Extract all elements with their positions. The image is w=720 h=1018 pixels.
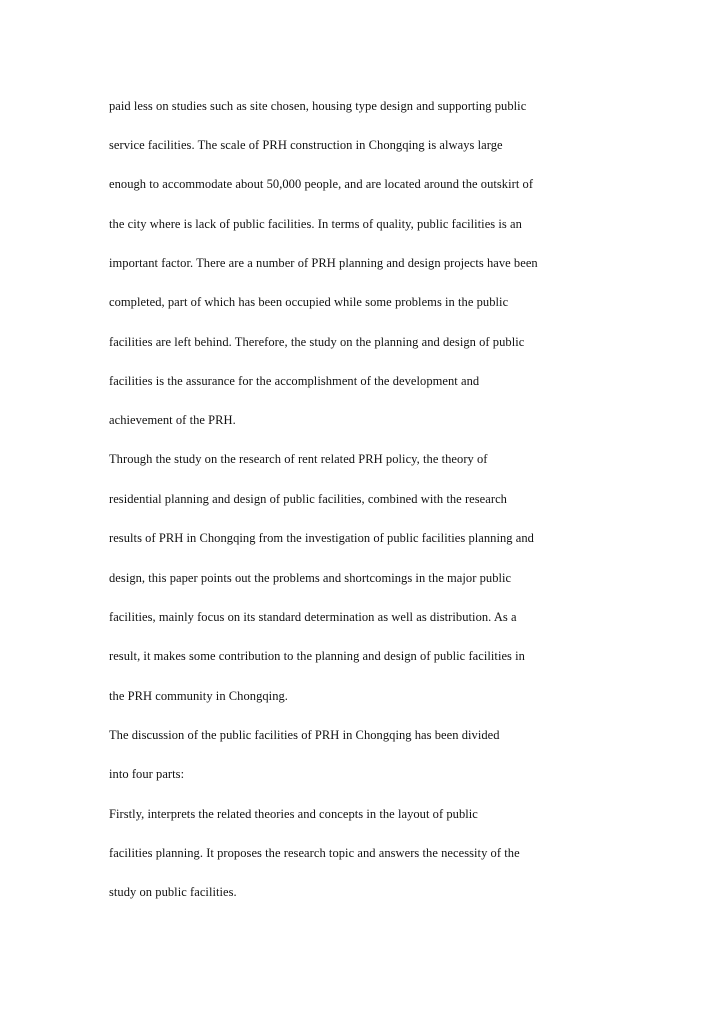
- text-line: facilities is the assurance for the accomplishment of the development and: [109, 374, 480, 388]
- text-line: facilities are left behind. Therefore, the study on the planning and design of public: [109, 335, 525, 349]
- text-line: Firstly, interprets the related theories and concepts in the layout of public: [109, 807, 478, 821]
- text-line: important factor. There are a number of PRH planning and design projects have been: [109, 256, 538, 270]
- text-line: facilities planning. It proposes the research topic and answers the necessity of the: [109, 846, 520, 860]
- text-line: results of PRH in Chongqing from the investigation of public facilities planning and: [109, 531, 534, 545]
- text-line: into four parts:: [109, 767, 185, 781]
- text-line: the PRH community in Chongqing.: [109, 689, 288, 703]
- text-line: study on public facilities.: [109, 885, 237, 899]
- text-line: result, it makes some contribution to the planning and design of public facilities in: [109, 649, 525, 663]
- text-line: the city where is lack of public facilities. In terms of quality, public facilities is an: [109, 217, 522, 231]
- text-line: design, this paper points out the problems and shortcomings in the major public: [109, 571, 512, 585]
- text-line: facilities, mainly focus on its standard determination as well as distribution. As a: [109, 610, 517, 624]
- text-line: enough to accommodate about 50,000 people, and are located around the outskirt of: [109, 177, 534, 191]
- text-line: The discussion of the public facilities of PRH in Chongqing has been divided: [109, 728, 500, 742]
- text-line: residential planning and design of public facilities, combined with the research: [109, 492, 507, 506]
- text-line: service facilities. The scale of PRH construction in Chongqing is always large: [109, 138, 503, 152]
- text-line: achievement of the PRH.: [109, 413, 236, 427]
- text-line: Through the study on the research of rent related PRH policy, the theory of: [109, 452, 488, 466]
- text-line: paid less on studies such as site chosen, housing type design and supporting public: [109, 99, 527, 113]
- text-line: completed, part of which has been occupied while some problems in the public: [109, 295, 509, 309]
